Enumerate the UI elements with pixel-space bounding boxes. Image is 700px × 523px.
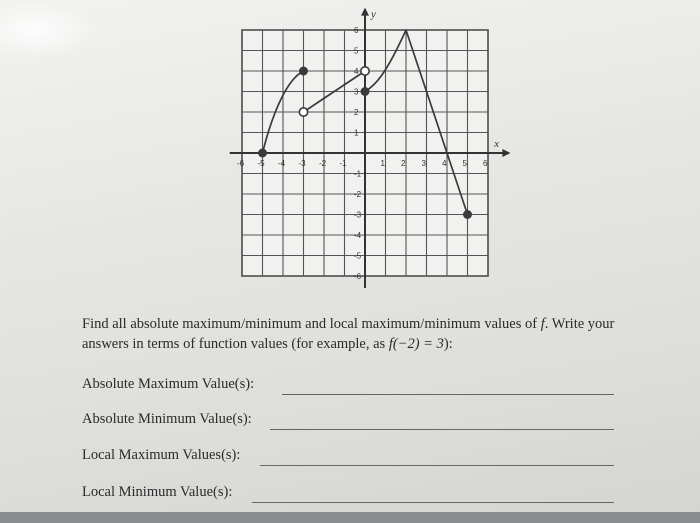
abs-min-label: Absolute Minimum Value(s): bbox=[82, 411, 252, 427]
closed-point bbox=[463, 210, 472, 219]
x-tick-label: 3 bbox=[421, 159, 426, 168]
closed-point bbox=[361, 87, 370, 96]
abs-max-label: Absolute Maximum Value(s): bbox=[82, 376, 255, 392]
y-tick-label: -3 bbox=[354, 210, 362, 220]
y-tick-label: -1 bbox=[354, 169, 362, 179]
question-part2: . Write your answers in terms of function values (for example, as bbox=[82, 316, 615, 352]
y-tick-label: 1 bbox=[354, 128, 359, 138]
y-tick-label: -5 bbox=[354, 251, 362, 261]
x-axis-arrow bbox=[502, 149, 510, 157]
y-tick-label: 4 bbox=[354, 67, 359, 76]
x-tick-label: -1 bbox=[339, 159, 347, 168]
local-min-label: Local Minimum Value(s): bbox=[82, 484, 233, 500]
open-point bbox=[361, 67, 369, 75]
closed-point bbox=[299, 67, 308, 76]
function-name: f bbox=[540, 316, 545, 332]
y-axis-arrow-up bbox=[361, 8, 369, 16]
local-max-answer-line[interactable] bbox=[260, 465, 614, 466]
x-tick-label: -6 bbox=[237, 159, 245, 168]
bottom-edge-strip bbox=[0, 512, 700, 523]
y-tick-label: 2 bbox=[354, 108, 359, 117]
x-tick-label: 6 bbox=[483, 159, 488, 168]
question-text bbox=[82, 314, 652, 354]
y-tick-label: -2 bbox=[354, 190, 362, 199]
x-tick-label: 4 bbox=[442, 159, 447, 168]
glare-spot bbox=[0, 0, 100, 60]
x-tick-label: -2 bbox=[319, 159, 327, 168]
question-part3: ): bbox=[443, 336, 453, 352]
x-tick-label: 1 bbox=[380, 159, 385, 168]
local-min-answer-line[interactable] bbox=[252, 502, 614, 503]
x-tick-label: -3 bbox=[298, 159, 306, 168]
y-tick-label: -4 bbox=[354, 231, 362, 240]
example-expression: f(−2) = 3 bbox=[388, 336, 444, 352]
y-tick-label: -6 bbox=[354, 272, 362, 281]
open-point bbox=[299, 108, 307, 116]
x-tick-label: -4 bbox=[278, 159, 286, 168]
x-tick-label: -5 bbox=[257, 159, 265, 168]
abs-min-answer-line[interactable] bbox=[270, 429, 614, 430]
y-axis-label: y bbox=[371, 8, 376, 21]
x-tick-label: 2 bbox=[401, 159, 406, 168]
y-tick-label: 3 bbox=[354, 87, 359, 97]
y-tick-label: 6 bbox=[354, 26, 359, 35]
x-tick-label: 5 bbox=[462, 159, 467, 168]
function-graph bbox=[220, 8, 510, 288]
abs-max-answer-line[interactable] bbox=[282, 394, 614, 395]
question-part1: Find all absolute maximum/minimum and local maximum/minimum values of bbox=[82, 316, 541, 332]
local-max-label: Local Maximum Values(s): bbox=[82, 447, 241, 463]
y-tick-label: 5 bbox=[354, 46, 359, 56]
x-axis-label: x bbox=[494, 138, 500, 150]
closed-point bbox=[258, 149, 267, 158]
